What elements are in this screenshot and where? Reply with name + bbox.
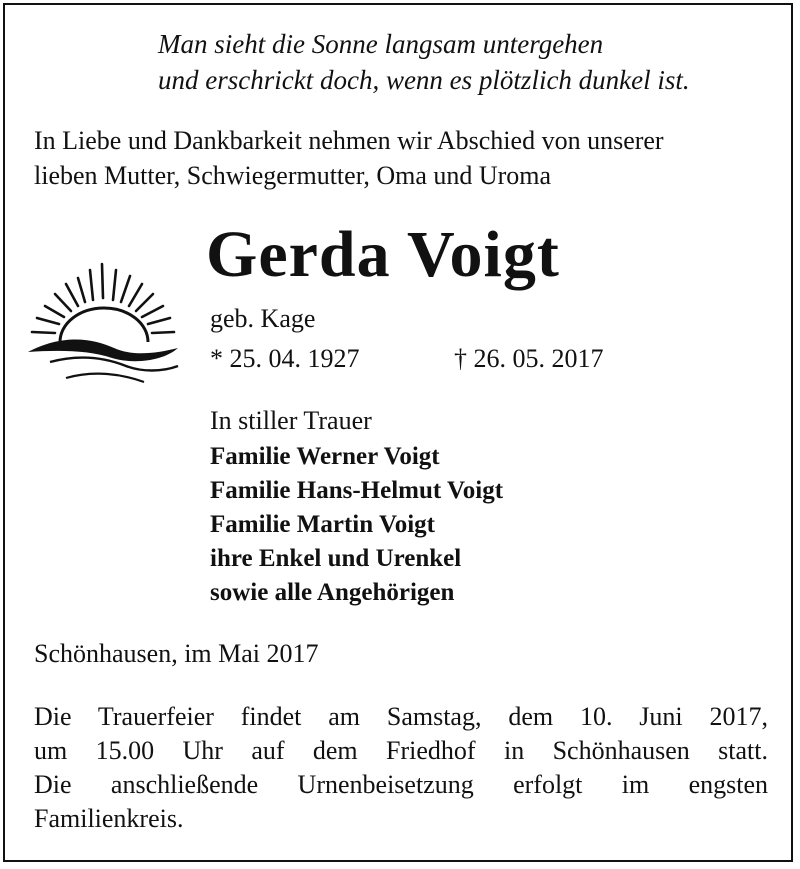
mourners-heading: In stiller Trauer [210, 406, 372, 435]
birth-date: * 25. 04. 1927 [210, 344, 360, 373]
motto-line-1: Man sieht die Sonne langsam untergehen [158, 29, 604, 59]
funeral-line-4: Familienkreis. [34, 804, 184, 833]
mourner-line: Familie Hans-Helmut Voigt [210, 477, 504, 504]
sunset-icon [22, 258, 184, 393]
maiden-name: geb. Kage [210, 304, 316, 333]
motto-line-2: und erschrickt doch, wenn es plötzlich dunkel ist. [158, 65, 690, 95]
death-date: † 26. 05. 2017 [454, 344, 604, 373]
mourner-line: Familie Werner Voigt [210, 443, 440, 470]
funeral-line-3: Die anschließende Urnenbeisetzung erfolgt im engsten [34, 770, 768, 799]
intro-line-1: In Liebe und Dankbarkeit nehmen wir Abschied von unserer [34, 126, 664, 155]
intro-line-2: lieben Mutter, Schwiegermutter, Oma und Uroma [34, 161, 552, 190]
funeral-line-1: Die Trauerfeier findet am Samstag, dem 10. Juni 2017, [34, 702, 768, 731]
mourner-line: sowie alle Angehörigen [210, 579, 455, 606]
place-date: Schönhausen, im Mai 2017 [34, 639, 319, 668]
mourner-line: ihre Enkel und Urenkel [210, 545, 462, 572]
funeral-line-2: um 15.00 Uhr auf dem Friedhof in Schönhausen statt. [34, 736, 768, 765]
mourner-line: Familie Martin Voigt [210, 511, 435, 538]
deceased-name: Gerda Voigt [206, 218, 560, 291]
